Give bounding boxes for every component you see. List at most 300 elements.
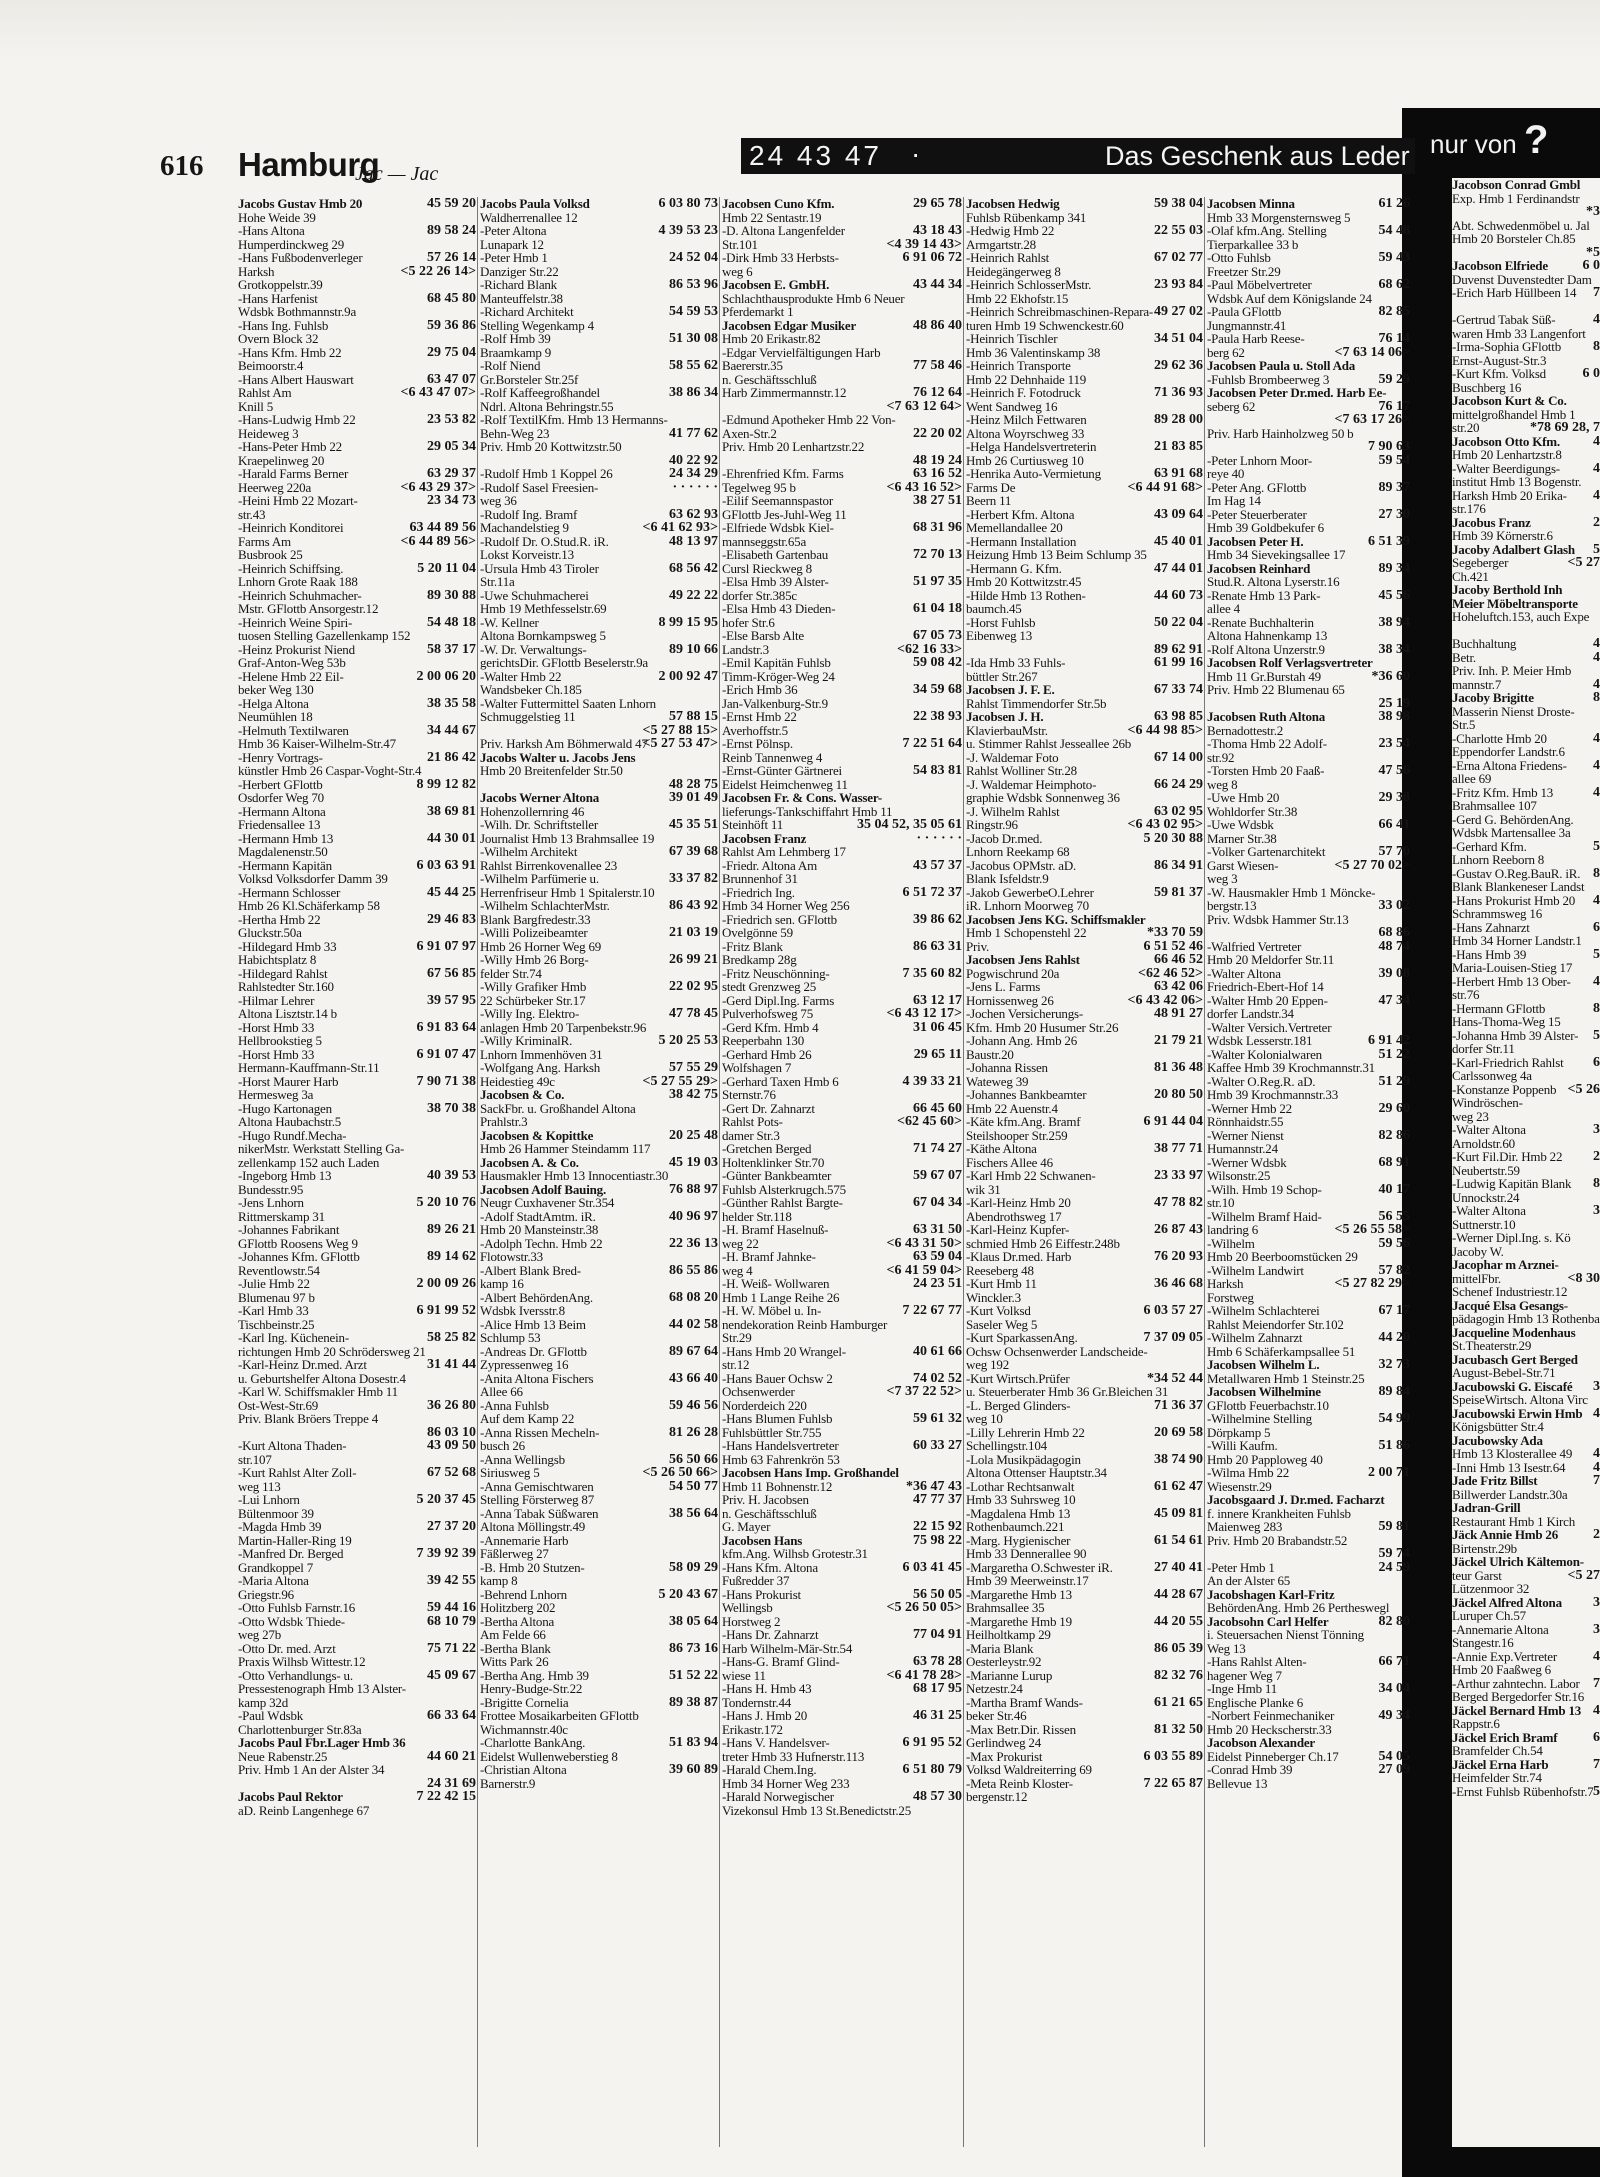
directory-entry — [480, 872, 718, 886]
directory-entry — [480, 859, 718, 873]
entry-text: Siriusweg 5 — [480, 1465, 540, 1480]
entry-text: Wilsonstr.25 — [1207, 1168, 1271, 1183]
directory-entry — [966, 1304, 1203, 1318]
directory-entry — [480, 278, 718, 292]
entry-text: Hmb 20 Kottwitzstr.45 — [966, 574, 1082, 589]
entry-text: -Peter Lnhorn Moor- — [1207, 452, 1312, 468]
entry-text: Hmb 34 Sievekingsallee 17 — [1207, 547, 1346, 562]
entry-text: -Andreas Dr. GFlottb — [480, 1343, 587, 1359]
phone-number: 56 55 — [1378, 1208, 1410, 1224]
entry-text: -Walter Kolonialwaren — [1207, 1046, 1322, 1062]
entry-text: -J. Waldemar Heimphoto- — [966, 776, 1097, 792]
entry-text: zellenkamp 152 auch Laden — [238, 1154, 380, 1170]
phone-number: 4 — [1593, 784, 1600, 800]
entry-text: pädagogin Hmb 13 Rothenba — [1452, 1311, 1600, 1326]
entry-text: Jacubasch Gert Berged — [1452, 1351, 1578, 1367]
directory-entry — [966, 1790, 1203, 1804]
directory-entry — [1207, 1750, 1410, 1764]
directory-entry — [480, 1061, 718, 1075]
entry-text: Hmb 20 Beerboomstücken 29 — [1207, 1249, 1358, 1264]
directory-entry — [480, 332, 718, 346]
entry-text: bergenstr.12 — [966, 1789, 1028, 1804]
phone-number: 86 53 96 — [669, 277, 718, 292]
phone-number: 4 — [1593, 460, 1600, 476]
directory-entry — [966, 589, 1203, 603]
phone-number: 4 — [1593, 433, 1600, 449]
entry-text: -Heinrich F. Fotodruck — [966, 385, 1081, 400]
directory-entry — [238, 1750, 476, 1764]
directory-entry — [238, 1007, 476, 1021]
entry-text: -Ingeborg Hmb 13 — [238, 1168, 332, 1183]
entry-text: Cursl Rieckweg 8 — [722, 560, 812, 576]
directory-entry — [480, 791, 718, 805]
directory-entry — [1452, 948, 1600, 962]
directory-entry — [480, 319, 718, 333]
entry-text: Bellevue 13 — [1207, 1775, 1268, 1791]
directory-entry — [1452, 1096, 1600, 1110]
directory-entry — [1207, 913, 1410, 927]
phone-number: 5 20 43 67 — [658, 1586, 718, 1602]
phone-number: 22 20 02 — [913, 425, 962, 441]
entry-text: Farms De — [966, 479, 1016, 495]
entry-text: -Heinz Milch Fettwaren — [966, 412, 1087, 427]
directory-entry — [1452, 381, 1600, 395]
entry-text: GFlottb Jes-Juhl-Weg 11 — [722, 506, 847, 522]
entry-text: -Thoma Hmb 22 Adolf- — [1207, 736, 1327, 751]
directory-entry — [966, 616, 1203, 630]
directory-entry — [1207, 697, 1410, 711]
phone-number: <5 27 88 15> — [642, 722, 718, 738]
entry-text: Jacqueline Modenhaus — [1452, 1324, 1576, 1340]
phone-number: 4 — [1593, 1405, 1600, 1421]
phone-number: *5 — [1586, 244, 1600, 260]
directory-entry — [1452, 1339, 1600, 1353]
directory-entry — [238, 494, 476, 508]
directory-entry — [966, 508, 1203, 522]
entry-text: schmied Hmb 26 Eiffestr.248b — [966, 1235, 1120, 1251]
directory-entry — [722, 305, 962, 319]
directory-entry — [966, 1007, 1203, 1021]
entry-text: -Johannes Kfm. GFlottb — [238, 1249, 360, 1264]
phone-number: 89 62 91 — [1154, 641, 1203, 657]
entry-text: str.176 — [1452, 501, 1486, 516]
directory-entry — [238, 899, 476, 913]
entry-text: -Hans Harfenist — [238, 290, 318, 306]
entry-text: nikerMstr. Werkstatt Stelling Ga- — [238, 1141, 405, 1156]
entry-text: Stangestr.16 — [1452, 1635, 1514, 1650]
entry-text: Hmb 63 Fahrenkrön 53 — [722, 1451, 840, 1467]
directory-entry — [1452, 408, 1600, 422]
entry-text: weg 10 — [966, 1411, 1003, 1426]
directory-entry — [966, 265, 1203, 279]
entry-text: Hans-Thoma-Weg 15 — [1452, 1014, 1561, 1029]
entry-text: Eibenweg 13 — [966, 628, 1033, 643]
entry-text: Volksd Volksdorfer Damm 39 — [238, 871, 388, 886]
directory-entry — [238, 1534, 476, 1548]
phone-number: 45 19 03 — [669, 1154, 718, 1170]
directory-entry — [238, 1358, 476, 1372]
phone-number: 22 38 93 — [913, 709, 962, 724]
entry-text: Altona Woyrschweg 33 — [966, 425, 1085, 441]
directory-entry — [722, 1588, 962, 1602]
phone-number: 3 — [1593, 1594, 1600, 1610]
phone-number: 6 03 80 73 — [658, 197, 718, 211]
entry-text: Str.11a — [480, 574, 515, 589]
entry-text: Volksd Waldreiterring 69 — [966, 1762, 1092, 1777]
phone-number: 59 61 32 — [913, 1411, 962, 1426]
entry-text: -Rolf Hmb 39 — [480, 331, 551, 346]
directory-entry — [480, 953, 718, 967]
entry-text: -Hans Ing. Fuhlsb — [238, 317, 329, 333]
entry-text: -Max Prokurist — [966, 1748, 1043, 1764]
phone-number: 7 22 67 77 — [902, 1303, 962, 1318]
entry-text: -Kurt Volksd — [966, 1303, 1031, 1318]
entry-text: -Rolf Niend — [480, 358, 541, 373]
directory-entry — [238, 980, 476, 994]
phone-number: 66 71 — [1378, 1654, 1410, 1669]
entry-text: -Otto Fuhlsb Farnstr.16 — [238, 1600, 356, 1615]
entry-text: -Gustav O.Reg.BauR. iR. — [1452, 865, 1581, 881]
directory-entry — [480, 1507, 718, 1521]
entry-text: Jadran-Grill — [1452, 1500, 1521, 1515]
phone-number: 7 37 09 05 — [1143, 1330, 1203, 1345]
directory-entry — [1452, 718, 1600, 732]
directory-entry — [722, 548, 962, 562]
directory-entry — [1452, 759, 1600, 773]
directory-entry — [722, 832, 962, 846]
entry-text: -Torsten Hmb 20 Faaß- — [1207, 763, 1325, 778]
directory-entry — [966, 953, 1203, 967]
phone-number: 6 91 83 64 — [416, 1019, 476, 1035]
directory-entry — [1207, 1156, 1410, 1170]
phone-number: 29 46 83 — [427, 911, 476, 927]
entry-text: wiese 11 — [722, 1667, 766, 1683]
directory-entry — [966, 1399, 1203, 1413]
phone-number: 21 83 85 — [1154, 439, 1203, 454]
phone-number: 47 78 82 — [1154, 1195, 1203, 1210]
directory-entry — [1207, 1682, 1410, 1696]
entry-text: Jacobsen Ruth Altona — [1207, 709, 1326, 724]
entry-text: -H. W. Möbel u. In- — [722, 1303, 822, 1318]
phone-number: 5 20 30 88 — [1143, 830, 1203, 846]
directory-entry — [966, 440, 1203, 454]
phone-number: 38 35 58 — [427, 695, 476, 711]
directory-entry — [480, 1736, 718, 1750]
phone-number: 76 12 64 — [913, 385, 962, 400]
entry-text: -Renate Hmb 13 Park- — [1207, 587, 1321, 603]
directory-entry — [722, 251, 962, 265]
phone-number: 36 26 80 — [427, 1397, 476, 1413]
directory-entry — [722, 616, 962, 630]
entry-text: -Günther Rahlst Bargte- — [722, 1195, 843, 1210]
entry-text: -Gerhard Taxen Hmb 6 — [722, 1073, 839, 1089]
directory-entry — [480, 643, 718, 657]
directory-entry — [722, 589, 962, 603]
directory-entry — [480, 1520, 718, 1534]
directory-entry — [722, 332, 962, 346]
directory-entry — [1452, 1474, 1600, 1488]
directory-entry — [480, 1102, 718, 1116]
directory-entry — [480, 1615, 718, 1629]
directory-entry — [480, 1372, 718, 1386]
directory-entry — [480, 1331, 718, 1345]
ad-separator: · — [911, 138, 921, 169]
phone-number: 63 31 50 — [913, 1222, 962, 1237]
entry-text: Wohldorfer Str.38 — [1207, 803, 1298, 819]
entry-text: -Hildegard Rahlst — [238, 965, 328, 981]
directory-entry — [480, 1345, 718, 1359]
entry-text: richtungen Hmb 20 Schrödersweg 21 — [238, 1343, 426, 1359]
directory-entry — [238, 670, 476, 684]
phone-number: <5 27 55 29> — [642, 1073, 718, 1089]
directory-entry — [480, 1628, 718, 1642]
directory-entry — [966, 670, 1203, 684]
entry-text: -Gerhard Kfm. — [1452, 838, 1527, 854]
phone-number: 27 37 20 — [427, 1519, 476, 1534]
entry-text: Axen-Str.2 — [722, 425, 777, 441]
phone-number: 20 69 58 — [1154, 1424, 1203, 1440]
phone-number: 45 59 20 — [427, 197, 476, 211]
directory-entry — [238, 1075, 476, 1089]
entry-text: Waldherrenallee 12 — [480, 209, 578, 225]
entry-text: -Hilmar Lehrer — [238, 992, 315, 1008]
entry-text: Jacobsen Adolf Bauing. — [480, 1181, 606, 1197]
directory-entry — [1452, 1272, 1600, 1286]
entry-text: -Hans Altona — [238, 223, 305, 238]
directory-entry — [1452, 1569, 1600, 1583]
directory-entry — [238, 1304, 476, 1318]
entry-text: -Anna Fuhlsb — [480, 1397, 549, 1413]
entry-text: Jacobs Gustav Hmb 20 — [238, 197, 363, 211]
directory-entry — [480, 1588, 718, 1602]
directory-entry — [722, 913, 962, 927]
entry-text: berg 62 — [1207, 344, 1245, 360]
entry-text: -Brigitte Cornelia — [480, 1694, 569, 1710]
entry-text: weg 4 — [722, 1262, 753, 1278]
directory-entry — [1207, 1412, 1410, 1426]
directory-entry — [480, 751, 718, 765]
entry-text: -Dirk Hmb 33 Herbsts- — [722, 250, 839, 265]
phone-number: 8 99 15 95 — [658, 614, 718, 630]
directory-entry — [722, 1804, 962, 1818]
entry-text: büttler Str.267 — [966, 668, 1038, 684]
directory-entry — [966, 1520, 1203, 1534]
directory-entry — [1452, 597, 1600, 611]
directory-entry — [1207, 1061, 1410, 1075]
entry-text: Jacobsen Jens Rahlst — [966, 952, 1080, 967]
directory-entry — [966, 1777, 1203, 1791]
phone-number: 4 — [1593, 487, 1600, 503]
directory-entry — [480, 994, 718, 1008]
phone-number: 29 60 — [1378, 1100, 1410, 1116]
entry-text: Jacobsen Wilhelm L. — [1207, 1357, 1320, 1372]
entry-text: Charlottenburger Str.83a — [238, 1721, 362, 1737]
directory-entry — [966, 1331, 1203, 1345]
entry-text: -Herbert GFlottb — [238, 776, 323, 792]
entry-text: Stelling Försterweg 87 — [480, 1492, 595, 1507]
directory-entry — [238, 1628, 476, 1642]
entry-text: Rittmerskamp 31 — [238, 1208, 325, 1224]
page-number: 616 — [160, 150, 204, 182]
entry-text: -Wilma Hmb 22 — [1207, 1465, 1290, 1480]
phone-number: 48 91 27 — [1154, 1006, 1203, 1021]
entry-text: Jacoby Adalbert Glash — [1452, 541, 1575, 557]
phone-number: 63 78 28 — [913, 1654, 962, 1669]
entry-text: -Hans Hmb 39 — [1452, 946, 1527, 962]
phone-number: 59 38 04 — [1154, 197, 1203, 211]
entry-text: Altona Lisztstr.14 b — [238, 1006, 337, 1021]
entry-text: Wandsbeker Ch.185 — [480, 682, 582, 697]
phone-number: 44 20 — [1378, 1330, 1410, 1345]
directory-entry — [1452, 961, 1600, 975]
phone-number: 89 67 64 — [669, 1343, 718, 1359]
entry-text: str.92 — [1207, 749, 1235, 765]
phone-number: 6 03 63 91 — [416, 857, 476, 873]
directory-entry — [722, 1048, 962, 1062]
directory-entry — [722, 778, 962, 792]
entry-text: Schmuggelstieg 11 — [480, 709, 576, 724]
entry-text: Rahlst Pots- — [722, 1114, 783, 1129]
directory-entry — [1452, 1596, 1600, 1610]
entry-text: Prahlstr.3 — [480, 1114, 528, 1129]
directory-entry — [238, 1723, 476, 1737]
directory-entry — [238, 1291, 476, 1305]
directory-entry — [238, 1021, 476, 1035]
entry-text: -Charlotte BankAng. — [480, 1735, 586, 1750]
directory-entry — [966, 1169, 1203, 1183]
directory-entry — [722, 1763, 962, 1777]
entry-text: -Anita Altona Fischers — [480, 1370, 594, 1386]
directory-entry — [480, 1399, 718, 1413]
directory-entry — [480, 1412, 718, 1426]
phone-number: *34 52 44 — [1147, 1370, 1203, 1386]
entry-text: landring 6 — [1207, 1222, 1259, 1237]
entry-text: Hornissenweg 26 — [966, 992, 1054, 1008]
phone-number: 48 13 97 — [669, 533, 718, 549]
phone-number: 44 60 21 — [427, 1748, 476, 1764]
entry-text: Jacobson Elfriede — [1452, 258, 1548, 273]
phone-number: 68 31 96 — [913, 520, 962, 535]
entry-text: Baustr.20 — [966, 1046, 1014, 1062]
phone-number: 7 90 63 — [1368, 439, 1410, 454]
entry-text: -Heinrich Weine Spiri- — [238, 614, 353, 630]
entry-text: -Hans Zahnarzt — [1452, 919, 1530, 935]
entry-text: -Johannes Bankbeamter — [966, 1087, 1087, 1102]
entry-text: Auf dem Kamp 22 — [480, 1411, 575, 1426]
directory-entry — [722, 224, 962, 238]
directory-entry — [238, 1777, 476, 1791]
directory-entry — [1207, 710, 1410, 724]
phone-number: 44 28 67 — [1154, 1586, 1203, 1602]
phone-number: 7 39 92 39 — [416, 1546, 476, 1561]
entry-text: -Horst Maurer Harb — [238, 1073, 339, 1089]
phone-number: 68 91 — [1378, 1154, 1410, 1170]
entry-text: Harksh Hmb 20 Erika- — [1452, 487, 1567, 503]
directory-entry — [480, 967, 718, 981]
entry-text: -Wilh. Hmb 19 Schop- — [1207, 1181, 1322, 1197]
phone-number: <5 26 — [1567, 1081, 1600, 1097]
phone-number: 66 46 52 — [1154, 952, 1203, 967]
entry-text: -Rolf Altona Unzerstr.9 — [1207, 641, 1325, 657]
directory-entry — [1207, 872, 1410, 886]
directory-entry — [966, 1709, 1203, 1723]
directory-entry — [1452, 826, 1600, 840]
directory-entry — [238, 238, 476, 252]
directory-entry — [1207, 1763, 1410, 1777]
phone-number: 72 70 13 — [913, 547, 962, 562]
entry-text: Fuhlsbüttler Str.755 — [722, 1424, 822, 1440]
directory-entry — [238, 1183, 476, 1197]
entry-text: mittelFbr. — [1452, 1270, 1501, 1286]
entry-text: Heerweg 220a — [238, 479, 312, 495]
directory-entry — [238, 400, 476, 414]
directory-entry — [966, 1196, 1203, 1210]
directory-entry — [238, 562, 476, 576]
phone-number: 47 34 — [1378, 992, 1410, 1008]
phone-number: 31 41 44 — [427, 1357, 476, 1372]
directory-entry — [480, 1034, 718, 1048]
entry-text: allee 4 — [1207, 601, 1240, 616]
directory-entry — [722, 413, 962, 427]
directory-entry — [480, 926, 718, 940]
phone-number: 71 36 37 — [1154, 1397, 1203, 1413]
entry-text: -B. Hmb 20 Stutzen- — [480, 1559, 585, 1575]
entry-text: Humperdinckweg 29 — [238, 236, 344, 252]
directory-entry — [1452, 1123, 1600, 1137]
directory-entry — [1207, 562, 1410, 576]
entry-text: -Heini Hmb 22 Mozart- — [238, 493, 358, 508]
directory-entry — [238, 643, 476, 657]
advertisement-banner — [741, 138, 1415, 174]
phone-number: 31 06 45 — [913, 1019, 962, 1035]
entry-text: Wateweg 39 — [966, 1073, 1029, 1089]
entry-text: -Erich Harb Hüllbeen 14 — [1452, 285, 1577, 300]
phone-number: 68 56 42 — [669, 560, 718, 576]
entry-text: -Walter Altona — [1207, 965, 1281, 981]
entry-text: Jacobsohn Carl Helfer — [1207, 1613, 1329, 1629]
directory-entry — [722, 1196, 962, 1210]
entry-text: -D. Altona Langenfelder — [722, 223, 845, 238]
phone-number: 59 54 — [1378, 452, 1410, 468]
phone-number: 61 21 65 — [1154, 1694, 1203, 1710]
directory-entry — [480, 1223, 718, 1237]
directory-entry — [480, 670, 718, 684]
entry-text: Jacobsen Peter H. — [1207, 533, 1304, 549]
directory-entry — [480, 1385, 718, 1399]
entry-text: -Maria Altona — [238, 1573, 309, 1588]
directory-entry — [722, 359, 962, 373]
phone-number: 38 86 34 — [669, 385, 718, 400]
directory-entry — [1207, 1331, 1410, 1345]
directory-entry — [238, 1385, 476, 1399]
phone-number: 38 77 71 — [1154, 1141, 1203, 1156]
entry-text: Abt. Schwedenmöbel u. Jal — [1452, 217, 1590, 233]
entry-text: Brahmsallee 35 — [966, 1600, 1045, 1615]
phone-number: 58 55 62 — [669, 358, 718, 373]
entry-text: -Rolf TextilKfm. Hmb 13 Hermanns- — [480, 412, 668, 427]
phone-number: 82 85 — [1378, 304, 1410, 319]
phone-number: 63 02 95 — [1154, 803, 1203, 819]
directory-entry — [966, 1183, 1203, 1197]
directory-entry — [1452, 1083, 1600, 1097]
directory-entry — [238, 791, 476, 805]
directory-entry — [1207, 1723, 1410, 1737]
entry-text: seberg 62 — [1207, 398, 1256, 414]
entry-text: Bundesstr.95 — [238, 1181, 304, 1197]
entry-text: Jacobsen Wilhelmine — [1207, 1384, 1321, 1399]
directory-entry — [966, 791, 1203, 805]
entry-text: -Karl-Heinz Dr.med. Arzt — [238, 1357, 367, 1372]
